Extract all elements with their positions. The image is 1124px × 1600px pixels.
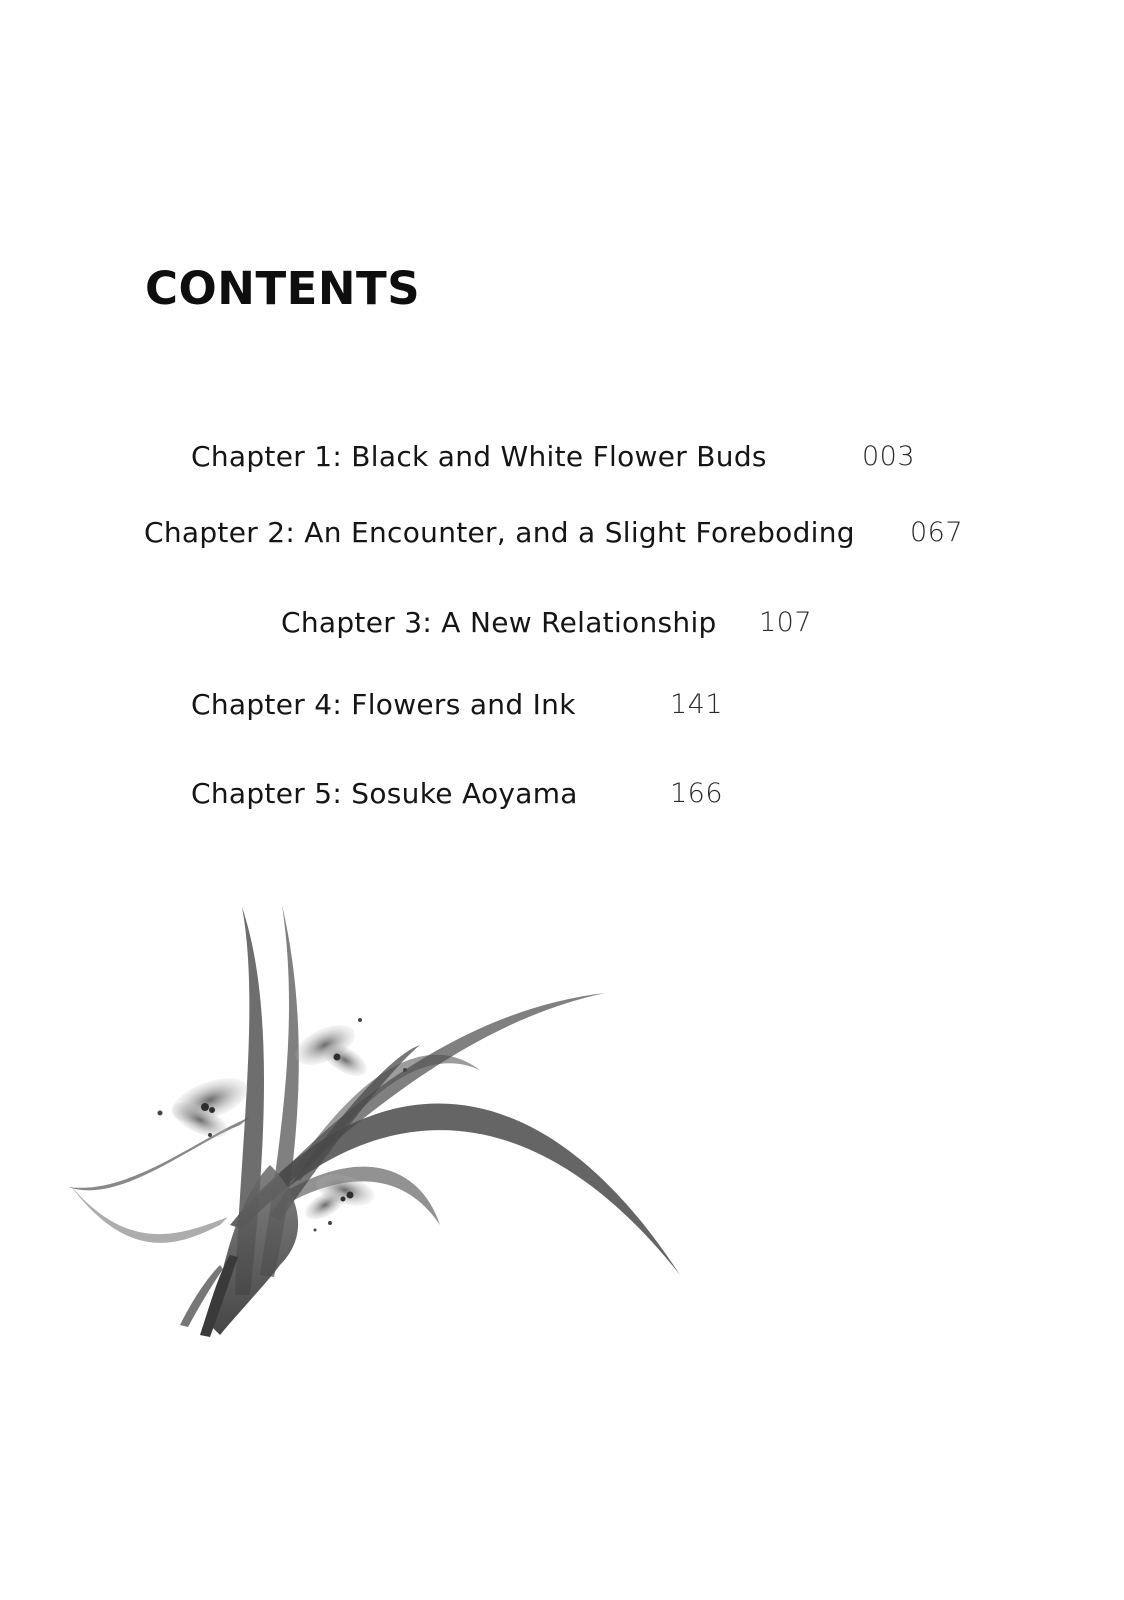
toc-entry-page-number: 141 [670,689,724,720]
orchid-ink-painting-icon [60,895,700,1345]
toc-entry-title: Chapter 2: An Encounter, and a Slight Foreboding [144,516,855,549]
toc-entry-title: Chapter 5: Sosuke Aoyama [191,777,578,810]
toc-entry-page-number: 067 [910,517,964,548]
toc-entry-title: Chapter 1: Black and White Flower Buds [191,440,767,473]
contents-heading: CONTENTS [145,262,421,315]
toc-entry-title: Chapter 3: A New Relationship [281,606,717,639]
toc-entry-page-number: 166 [670,778,724,809]
toc-entry-page-number: 003 [862,441,916,472]
toc-entry-page-number: 107 [759,607,813,638]
toc-entry-title: Chapter 4: Flowers and Ink [191,688,576,721]
